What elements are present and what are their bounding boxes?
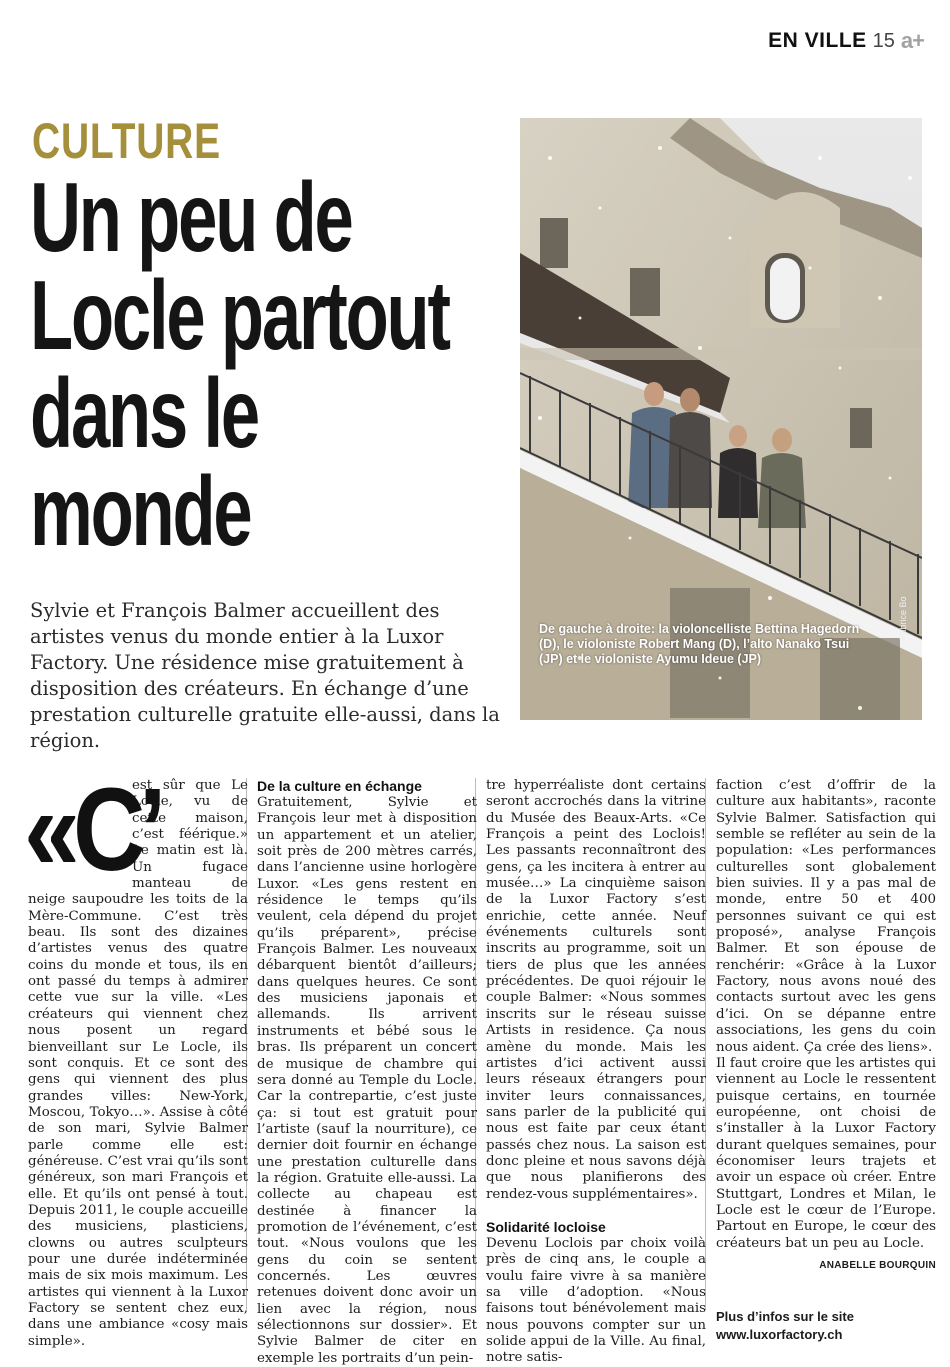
section-kicker: CULTURE — [32, 113, 221, 169]
drop-cap: «C’ — [24, 764, 160, 896]
lede: Sylvie et François Balmer accueillent des artistes venus du monde entier à la Luxor Factory. Une résidence mise gratuitement à disposition des créateurs. En échange d’une prestation culturelle gratuite elle-aussi, dans la région. — [30, 599, 500, 752]
body-text: est sûr que Le Locle, vu de cette maison, c’est féérique.» Le matin est là. Un fugace manteau de neige saupoudre les toits de la Mère-Commune. C’est très beau. Ils sont des dizaines d’artistes venus des quatre coins du monde et tous, ils en ont passé du temps à admirer cette vue sur la ville. «Les créateurs qui viennent chez nous posent un regard bienveillant sur Le Locle, ils sont conquis. Et ce sont des gens qui viennent des plus grandes villes: New-York, Moscou, Tokyo…». Assise à côté de son mari, Sylvie Balmer parle comme elle est: généreuse. C’est vrai qu’ils sont généreux, son mari François et elle. Et qu’ils ont pensé à tout. Depuis 2011, le couple accueille des musiciens, plasticiens, clowns ou autres sculpteurs pour une durée indéterminée mais de six mois maximum. Les artistes qui viennent à la Luxor Factory se sentent chez eux, dans une ambiance «cosy mais simple». — [28, 778, 248, 1349]
photo-credit: Fabrice Bo — [898, 596, 908, 640]
headline-line: monde — [30, 456, 251, 566]
page-header — [768, 28, 924, 54]
website-link[interactable]: www.luxorfactory.ch — [716, 1327, 843, 1343]
author-signature: ANABELLE BOURQUIN — [819, 1259, 936, 1271]
subheading: Solidarité locloise — [486, 1218, 606, 1235]
publication-logo: a+ — [900, 28, 924, 53]
body-text: Il faut croire que les artistes qui viennent au Locle le ressentent puisque certains, en tournée européenne, ont choisi de s’installer à la Luxor Factory durant quelques semaines, pour économiser leurs trajets et avoir un espace où créer. Entre Stuttgart, Londres et Milan, le Locle est le cœur de l’Europe. Partout en Europe, le cœur des créateurs bat un peu au Locle. — [716, 1055, 936, 1251]
more-info-label: Plus d’infos sur le site — [716, 1309, 854, 1325]
headline-line: dans le — [30, 358, 259, 468]
section-label: EN VILLE — [768, 29, 867, 52]
photo-caption: De gauche à droite: la violoncelliste Bettina Hagedorn (D), le violoniste Robert Mang (D), l’alto Nanako Tsui (JP) et le violoniste Ayumu Ideue (JP) — [539, 622, 860, 666]
body-text: Gratuitement, Sylvie et François leur met à disposition un appartement et un atelier, soit près de 200 mètres carrés, dans l’ancienne usine horlogère Luxor. «Les gens restent en résidence le temps qu’ils veulent, cela dépend du projet qu’ils préparent», précise François Balmer. Les nouveaux débarquent bientôt d’ailleurs; dans quelques heures. Ce sont des musiciens japonais et allemands. Ils arrivent instruments et bébé sous le bras. Ils préparent un concert de musique de chambre qui sera donné au Temple du Locle. Car la contrepartie, c’est juste ça: si tout est gratuit pour l’artiste (sauf la nourriture), ce dernier doit fournir en échange une prestation culturelle dans la région. Gratuite elle-aussi. La collecte au chapeau est destinée à financer la promotion de l’événement, c’est tout. «Nous voulons que les gens du coin se sentent concernés. Les œuvres retenues doivent donc avoir un lien avec la région, nous sélectionnons sur dossier». Et Sylvie Balmer de citer en exemple les portraits d’un pein- — [257, 795, 477, 1366]
page-number: 15 — [872, 29, 895, 52]
article-column-4 — [716, 778, 936, 1344]
body-text: tre hyperréaliste dont certains seront accrochés dans la vitrine du Musée des Beaux-Arts. «Ce François a peint des Loclois! Les passants reconnaîtront des gens, ça les incitera à entrer au musée…» La cinquième saison de la Luxor Factory s’est enrichie, cette année. Neuf événements culturels sont inscrits au programme, soit un tiers de plus que les années précédentes. De quoi réjouir le couple Balmer: «Nous sommes inscrits sur le réseau suisse Artists in residence. Ça nous amène du monde. Mais les artistes d’ici activent aussi leurs réseaux étrangers pour inviter leurs connaissances, sans parler de la publicité qui nous est faite par ceux étant passés chez nous. La saison est donc pleine et nous savons déjà que nous planifierons des rendez-vous supplémentaires». — [486, 778, 706, 1202]
article-column-3 — [486, 778, 706, 1367]
headline-line: Un peu de — [30, 162, 352, 272]
body-text: faction c’est d’offrir de la culture aux habitants», raconte Sylvie Balmer. Satisfaction qui semble se refléter au sein de la population: «Les performances culturelles sont globalement bien suivies. Il y a pas mal de monde, entre 50 et 400 personnes suivant ce qui est proposé», analyse François Balmer. Et son épouse de renchérir: «Grâce à la Luxor Factory, nous avons noué des contacts surtout avec les gens d’ici. On se dépanne entre associations, les gens du coin nous aident. Ça crée des liens». — [716, 778, 936, 1055]
body-text: Devenu Loclois par choix voilà près de cinq ans, le couple a voulu faire vivre à sa manière sa ville d’adoption. «Nous faisons tout bénévolement mais nous pouvons compter sur un solide appui de la Ville. Au final, notre satis- — [486, 1235, 706, 1366]
article-column-2 — [257, 778, 477, 1367]
more-info — [716, 1308, 936, 1344]
subheading: De la culture en échange — [257, 778, 422, 794]
headline — [30, 162, 449, 566]
article-column-1 — [24, 764, 248, 1350]
headline-line: Locle partout — [30, 260, 449, 370]
